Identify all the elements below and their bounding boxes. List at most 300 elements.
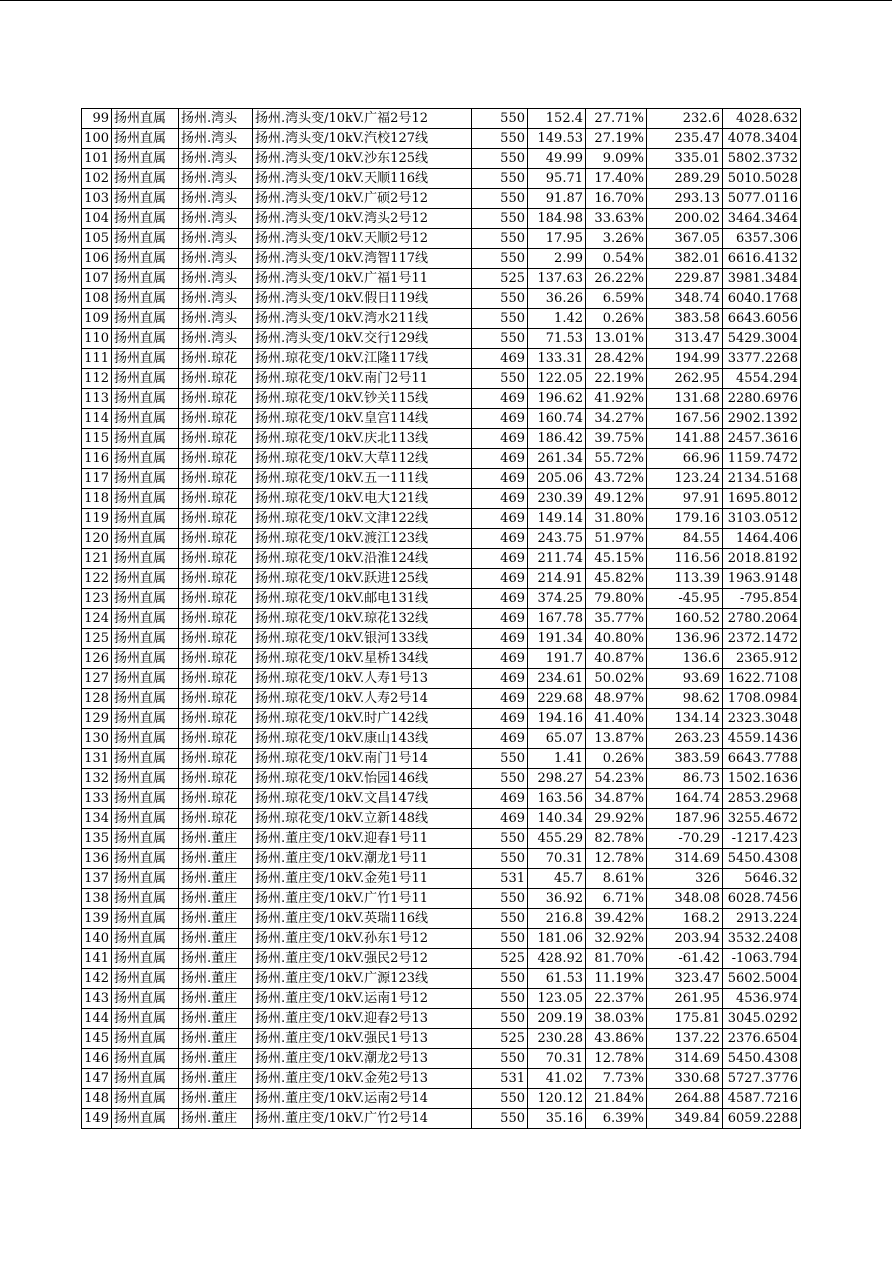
load-rate-cell: 3.26% — [586, 229, 647, 249]
table-row — [82, 949, 801, 969]
capacity-cell: 469 — [472, 429, 528, 449]
row-number: 141 — [82, 949, 112, 969]
margin-cell: 235.47 — [647, 129, 723, 149]
table-row — [82, 369, 801, 389]
load-rate-cell: 39.75% — [586, 429, 647, 449]
margin-cell: 383.59 — [647, 749, 723, 769]
capacity-cell: 550 — [472, 329, 528, 349]
load-rate-cell: 45.15% — [586, 549, 647, 569]
substation-cell: 扬州.琼花 — [179, 409, 253, 429]
feeder-line-cell: 扬州.琼花变/10kV.沿淮124线 — [253, 549, 472, 569]
row-number: 101 — [82, 149, 112, 169]
table-row — [82, 589, 801, 609]
margin-value-cell: 3981.3484 — [723, 269, 801, 289]
feeder-line-cell: 扬州.湾头变/10kV.湾头2号12 — [253, 209, 472, 229]
margin-cell: 323.47 — [647, 969, 723, 989]
load-cell: 149.14 — [528, 509, 586, 529]
feeder-line-cell: 扬州.琼花变/10kV.南门1号14 — [253, 749, 472, 769]
margin-cell: 348.08 — [647, 889, 723, 909]
capacity-cell: 550 — [472, 249, 528, 269]
feeder-line-cell: 扬州.琼花变/10kV.南门2号11 — [253, 369, 472, 389]
company-cell: 扬州直属 — [112, 1009, 179, 1029]
company-cell: 扬州直属 — [112, 549, 179, 569]
table-row — [82, 309, 801, 329]
feeder-line-cell: 扬州.董庄变/10kV.强民2号12 — [253, 949, 472, 969]
capacity-cell: 550 — [472, 1089, 528, 1109]
load-cell: 1.42 — [528, 309, 586, 329]
company-cell: 扬州直属 — [112, 489, 179, 509]
row-number: 100 — [82, 129, 112, 149]
table-row — [82, 109, 801, 129]
margin-cell: 160.52 — [647, 609, 723, 629]
margin-cell: 167.56 — [647, 409, 723, 429]
row-number: 138 — [82, 889, 112, 909]
margin-value-cell: 2902.1392 — [723, 409, 801, 429]
row-number: 102 — [82, 169, 112, 189]
feeder-line-cell: 扬州.琼花变/10kV.大草112线 — [253, 449, 472, 469]
row-number: 142 — [82, 969, 112, 989]
feeder-line-cell: 扬州.琼花变/10kV.琼花132线 — [253, 609, 472, 629]
margin-cell: -70.29 — [647, 829, 723, 849]
margin-value-cell: 1708.0984 — [723, 689, 801, 709]
margin-value-cell: 1159.7472 — [723, 449, 801, 469]
table-row — [82, 449, 801, 469]
margin-value-cell: -1063.794 — [723, 949, 801, 969]
feeder-line-cell: 扬州.琼花变/10kV.庆北113线 — [253, 429, 472, 449]
load-rate-cell: 54.23% — [586, 769, 647, 789]
row-number: 127 — [82, 669, 112, 689]
row-number: 148 — [82, 1089, 112, 1109]
company-cell: 扬州直属 — [112, 269, 179, 289]
row-number: 130 — [82, 729, 112, 749]
table-row — [82, 669, 801, 689]
substation-cell: 扬州.琼花 — [179, 369, 253, 389]
feeder-line-cell: 扬州.湾头变/10kV.交行129线 — [253, 329, 472, 349]
substation-cell: 扬州.湾头 — [179, 249, 253, 269]
substation-cell: 扬州.琼花 — [179, 609, 253, 629]
row-number: 132 — [82, 769, 112, 789]
row-number: 111 — [82, 349, 112, 369]
load-rate-cell: 40.87% — [586, 649, 647, 669]
margin-cell: -45.95 — [647, 589, 723, 609]
substation-cell: 扬州.湾头 — [179, 329, 253, 349]
feeder-line-cell: 扬州.琼花变/10kV.钞关115线 — [253, 389, 472, 409]
margin-cell: 203.94 — [647, 929, 723, 949]
margin-cell: 263.23 — [647, 729, 723, 749]
company-cell: 扬州直属 — [112, 989, 179, 1009]
load-cell: 214.91 — [528, 569, 586, 589]
substation-cell: 扬州.琼花 — [179, 709, 253, 729]
margin-cell: 136.6 — [647, 649, 723, 669]
load-cell: 196.62 — [528, 389, 586, 409]
company-cell: 扬州直属 — [112, 809, 179, 829]
load-cell: 216.8 — [528, 909, 586, 929]
margin-value-cell: 6643.6056 — [723, 309, 801, 329]
load-rate-cell: 79.80% — [586, 589, 647, 609]
capacity-cell: 469 — [472, 589, 528, 609]
feeder-line-cell: 扬州.琼花变/10kV.人寿1号13 — [253, 669, 472, 689]
load-rate-cell: 6.59% — [586, 289, 647, 309]
company-cell: 扬州直属 — [112, 389, 179, 409]
substation-cell: 扬州.董庄 — [179, 909, 253, 929]
capacity-cell: 525 — [472, 269, 528, 289]
capacity-cell: 550 — [472, 109, 528, 129]
feeder-line-cell: 扬州.琼花变/10kV.跃进125线 — [253, 569, 472, 589]
company-cell: 扬州直属 — [112, 349, 179, 369]
feeder-line-cell: 扬州.董庄变/10kV.英瑞116线 — [253, 909, 472, 929]
table-row — [82, 249, 801, 269]
margin-cell: 86.73 — [647, 769, 723, 789]
substation-cell: 扬州.董庄 — [179, 1009, 253, 1029]
row-number: 118 — [82, 489, 112, 509]
substation-cell: 扬州.琼花 — [179, 509, 253, 529]
load-rate-cell: 27.71% — [586, 109, 647, 129]
capacity-cell: 469 — [472, 549, 528, 569]
margin-cell: 97.91 — [647, 489, 723, 509]
capacity-cell: 550 — [472, 769, 528, 789]
margin-value-cell: 6643.7788 — [723, 749, 801, 769]
load-cell: 120.12 — [528, 1089, 586, 1109]
table-row — [82, 989, 801, 1009]
load-rate-cell: 0.26% — [586, 309, 647, 329]
row-number: 113 — [82, 389, 112, 409]
load-cell: 95.71 — [528, 169, 586, 189]
capacity-cell: 469 — [472, 729, 528, 749]
margin-cell: 232.6 — [647, 109, 723, 129]
load-cell: 184.98 — [528, 209, 586, 229]
capacity-cell: 550 — [472, 829, 528, 849]
margin-value-cell: 4536.974 — [723, 989, 801, 1009]
capacity-cell: 550 — [472, 169, 528, 189]
margin-value-cell: 2372.1472 — [723, 629, 801, 649]
margin-value-cell: 2780.2064 — [723, 609, 801, 629]
margin-cell: 84.55 — [647, 529, 723, 549]
company-cell: 扬州直属 — [112, 589, 179, 609]
capacity-cell: 469 — [472, 669, 528, 689]
row-number: 105 — [82, 229, 112, 249]
capacity-cell: 550 — [472, 969, 528, 989]
row-number: 104 — [82, 209, 112, 229]
feeder-line-cell: 扬州.琼花变/10kV.银河133线 — [253, 629, 472, 649]
load-rate-cell: 6.39% — [586, 1109, 647, 1129]
load-rate-cell: 48.97% — [586, 689, 647, 709]
margin-value-cell: -1217.423 — [723, 829, 801, 849]
load-rate-cell: 35.77% — [586, 609, 647, 629]
load-cell: 149.53 — [528, 129, 586, 149]
row-number: 108 — [82, 289, 112, 309]
table-row — [82, 529, 801, 549]
row-number: 103 — [82, 189, 112, 209]
feeder-line-cell: 扬州.琼花变/10kV.康山143线 — [253, 729, 472, 749]
table-row — [82, 189, 801, 209]
load-cell: 205.06 — [528, 469, 586, 489]
substation-cell: 扬州.董庄 — [179, 969, 253, 989]
company-cell: 扬州直属 — [112, 369, 179, 389]
margin-value-cell: 6028.7456 — [723, 889, 801, 909]
margin-cell: 348.74 — [647, 289, 723, 309]
margin-value-cell: 1695.8012 — [723, 489, 801, 509]
substation-cell: 扬州.湾头 — [179, 289, 253, 309]
load-rate-cell: 9.09% — [586, 149, 647, 169]
substation-cell: 扬州.琼花 — [179, 669, 253, 689]
feeder-line-cell: 扬州.董庄变/10kV.运南2号14 — [253, 1089, 472, 1109]
company-cell: 扬州直属 — [112, 509, 179, 529]
load-rate-cell: 0.26% — [586, 749, 647, 769]
feeder-line-cell: 扬州.董庄变/10kV.潮龙2号13 — [253, 1049, 472, 1069]
load-rate-cell: 17.40% — [586, 169, 647, 189]
substation-cell: 扬州.湾头 — [179, 149, 253, 169]
table-row — [82, 829, 801, 849]
margin-value-cell: 2280.6976 — [723, 389, 801, 409]
table-row — [82, 769, 801, 789]
table-row — [82, 269, 801, 289]
load-cell: 261.34 — [528, 449, 586, 469]
margin-cell: 313.47 — [647, 329, 723, 349]
load-rate-cell: 28.42% — [586, 349, 647, 369]
company-cell: 扬州直属 — [112, 949, 179, 969]
load-rate-cell: 22.19% — [586, 369, 647, 389]
company-cell: 扬州直属 — [112, 169, 179, 189]
capacity-cell: 469 — [472, 349, 528, 369]
substation-cell: 扬州.董庄 — [179, 989, 253, 1009]
margin-cell: 116.56 — [647, 549, 723, 569]
load-cell: 163.56 — [528, 789, 586, 809]
load-cell: 36.26 — [528, 289, 586, 309]
margin-value-cell: 1963.9148 — [723, 569, 801, 589]
feeder-line-cell: 扬州.琼花变/10kV.怡园146线 — [253, 769, 472, 789]
substation-cell: 扬州.董庄 — [179, 889, 253, 909]
table-row — [82, 1029, 801, 1049]
row-number: 128 — [82, 689, 112, 709]
row-number: 135 — [82, 829, 112, 849]
row-number: 137 — [82, 869, 112, 889]
feeder-line-cell: 扬州.董庄变/10kV.孙东1号12 — [253, 929, 472, 949]
load-rate-cell: 39.42% — [586, 909, 647, 929]
company-cell: 扬州直属 — [112, 909, 179, 929]
margin-cell: 93.69 — [647, 669, 723, 689]
load-cell: 36.92 — [528, 889, 586, 909]
substation-cell: 扬州.琼花 — [179, 689, 253, 709]
table-row — [82, 429, 801, 449]
margin-cell: 175.81 — [647, 1009, 723, 1029]
load-rate-cell: 21.84% — [586, 1089, 647, 1109]
row-number: 99 — [82, 109, 112, 129]
company-cell: 扬州直属 — [112, 429, 179, 449]
company-cell: 扬州直属 — [112, 609, 179, 629]
table-row — [82, 329, 801, 349]
capacity-cell: 469 — [472, 789, 528, 809]
company-cell: 扬州直属 — [112, 569, 179, 589]
margin-value-cell: 6357.306 — [723, 229, 801, 249]
margin-cell: 326 — [647, 869, 723, 889]
row-number: 115 — [82, 429, 112, 449]
row-number: 144 — [82, 1009, 112, 1029]
margin-cell: 229.87 — [647, 269, 723, 289]
capacity-cell: 550 — [472, 1009, 528, 1029]
margin-value-cell: 2376.6504 — [723, 1029, 801, 1049]
company-cell: 扬州直属 — [112, 749, 179, 769]
substation-cell: 扬州.琼花 — [179, 589, 253, 609]
substation-cell: 扬州.湾头 — [179, 189, 253, 209]
feeder-line-cell: 扬州.湾头变/10kV.天顺2号12 — [253, 229, 472, 249]
margin-value-cell: 5450.4308 — [723, 849, 801, 869]
feeder-line-cell: 扬州.湾头变/10kV.汽校127线 — [253, 129, 472, 149]
load-cell: 152.4 — [528, 109, 586, 129]
capacity-cell: 550 — [472, 909, 528, 929]
load-rate-cell: 31.80% — [586, 509, 647, 529]
feeder-line-cell: 扬州.董庄变/10kV.迎春2号13 — [253, 1009, 472, 1029]
load-rate-cell: 33.63% — [586, 209, 647, 229]
company-cell: 扬州直属 — [112, 149, 179, 169]
load-rate-cell: 22.37% — [586, 989, 647, 1009]
row-number: 106 — [82, 249, 112, 269]
margin-value-cell: 4559.1436 — [723, 729, 801, 749]
feeder-line-cell: 扬州.董庄变/10kV.金苑2号13 — [253, 1069, 472, 1089]
row-number: 125 — [82, 629, 112, 649]
company-cell: 扬州直属 — [112, 1029, 179, 1049]
company-cell: 扬州直属 — [112, 129, 179, 149]
load-rate-cell: 13.87% — [586, 729, 647, 749]
load-rate-cell: 45.82% — [586, 569, 647, 589]
table-row — [82, 389, 801, 409]
load-cell: 455.29 — [528, 829, 586, 849]
load-rate-cell: 0.54% — [586, 249, 647, 269]
margin-value-cell: 5727.3776 — [723, 1069, 801, 1089]
substation-cell: 扬州.湾头 — [179, 229, 253, 249]
row-number: 145 — [82, 1029, 112, 1049]
margin-value-cell: 2323.3048 — [723, 709, 801, 729]
capacity-cell: 550 — [472, 749, 528, 769]
load-rate-cell: 51.97% — [586, 529, 647, 549]
table-row — [82, 409, 801, 429]
substation-cell: 扬州.琼花 — [179, 529, 253, 549]
feeder-line-cell: 扬州.董庄变/10kV.广竹2号14 — [253, 1109, 472, 1129]
load-rate-cell: 16.70% — [586, 189, 647, 209]
company-cell: 扬州直属 — [112, 929, 179, 949]
row-number: 123 — [82, 589, 112, 609]
load-cell: 211.74 — [528, 549, 586, 569]
margin-cell: 168.2 — [647, 909, 723, 929]
load-rate-cell: 82.78% — [586, 829, 647, 849]
margin-cell: 98.62 — [647, 689, 723, 709]
table-row — [82, 689, 801, 709]
margin-value-cell: 5429.3004 — [723, 329, 801, 349]
table-row — [82, 569, 801, 589]
substation-cell: 扬州.琼花 — [179, 729, 253, 749]
row-number: 112 — [82, 369, 112, 389]
row-number: 109 — [82, 309, 112, 329]
table-row — [82, 229, 801, 249]
load-cell: 2.99 — [528, 249, 586, 269]
margin-cell: 164.74 — [647, 789, 723, 809]
row-number: 131 — [82, 749, 112, 769]
table-row — [82, 629, 801, 649]
load-rate-cell: 38.03% — [586, 1009, 647, 1029]
load-cell: 243.75 — [528, 529, 586, 549]
table-row — [82, 969, 801, 989]
margin-value-cell: 5077.0116 — [723, 189, 801, 209]
load-cell: 137.63 — [528, 269, 586, 289]
margin-cell: 200.02 — [647, 209, 723, 229]
load-cell: 65.07 — [528, 729, 586, 749]
row-number: 143 — [82, 989, 112, 1009]
capacity-cell: 469 — [472, 409, 528, 429]
capacity-cell: 469 — [472, 389, 528, 409]
margin-cell: 179.16 — [647, 509, 723, 529]
margin-cell: 137.22 — [647, 1029, 723, 1049]
load-cell: 122.05 — [528, 369, 586, 389]
margin-value-cell: 3045.0292 — [723, 1009, 801, 1029]
load-cell: 123.05 — [528, 989, 586, 1009]
load-cell: 71.53 — [528, 329, 586, 349]
substation-cell: 扬州.琼花 — [179, 489, 253, 509]
company-cell: 扬州直属 — [112, 529, 179, 549]
feeder-line-cell: 扬州.董庄变/10kV.广源123线 — [253, 969, 472, 989]
capacity-cell: 550 — [472, 1109, 528, 1129]
company-cell: 扬州直属 — [112, 1049, 179, 1069]
row-number: 136 — [82, 849, 112, 869]
load-cell: 230.39 — [528, 489, 586, 509]
margin-value-cell: 4554.294 — [723, 369, 801, 389]
substation-cell: 扬州.湾头 — [179, 209, 253, 229]
load-cell: 133.31 — [528, 349, 586, 369]
margin-value-cell: 3377.2268 — [723, 349, 801, 369]
table-row — [82, 509, 801, 529]
substation-cell: 扬州.琼花 — [179, 449, 253, 469]
row-number: 119 — [82, 509, 112, 529]
load-cell: 194.16 — [528, 709, 586, 729]
substation-cell: 扬州.董庄 — [179, 869, 253, 889]
margin-value-cell: 5450.4308 — [723, 1049, 801, 1069]
feeder-line-cell: 扬州.董庄变/10kV.强民1号13 — [253, 1029, 472, 1049]
substation-cell: 扬州.琼花 — [179, 389, 253, 409]
table-row — [82, 869, 801, 889]
load-rate-cell: 27.19% — [586, 129, 647, 149]
company-cell: 扬州直属 — [112, 629, 179, 649]
company-cell: 扬州直属 — [112, 309, 179, 329]
table-row — [82, 809, 801, 829]
company-cell: 扬州直属 — [112, 209, 179, 229]
feeder-line-cell: 扬州.董庄变/10kV.运南1号12 — [253, 989, 472, 1009]
margin-value-cell: 1502.1636 — [723, 769, 801, 789]
substation-cell: 扬州.董庄 — [179, 929, 253, 949]
row-number: 117 — [82, 469, 112, 489]
feeder-line-cell: 扬州.湾头变/10kV.广福1号11 — [253, 269, 472, 289]
margin-value-cell: 6059.2288 — [723, 1109, 801, 1129]
substation-cell: 扬州.湾头 — [179, 269, 253, 289]
substation-cell: 扬州.湾头 — [179, 309, 253, 329]
substation-cell: 扬州.琼花 — [179, 429, 253, 449]
feeder-line-cell: 扬州.董庄变/10kV.金苑1号11 — [253, 869, 472, 889]
substation-cell: 扬州.琼花 — [179, 629, 253, 649]
company-cell: 扬州直属 — [112, 689, 179, 709]
row-number: 149 — [82, 1109, 112, 1129]
capacity-cell: 550 — [472, 1049, 528, 1069]
company-cell: 扬州直属 — [112, 869, 179, 889]
table-row — [82, 209, 801, 229]
company-cell: 扬州直属 — [112, 249, 179, 269]
company-cell: 扬州直属 — [112, 1069, 179, 1089]
load-cell: 186.42 — [528, 429, 586, 449]
load-rate-cell: 49.12% — [586, 489, 647, 509]
row-number: 147 — [82, 1069, 112, 1089]
company-cell: 扬州直属 — [112, 789, 179, 809]
row-number: 110 — [82, 329, 112, 349]
company-cell: 扬州直属 — [112, 189, 179, 209]
feeder-line-cell: 扬州.湾头变/10kV.天顺116线 — [253, 169, 472, 189]
load-rate-cell: 81.70% — [586, 949, 647, 969]
margin-cell: 314.69 — [647, 1049, 723, 1069]
